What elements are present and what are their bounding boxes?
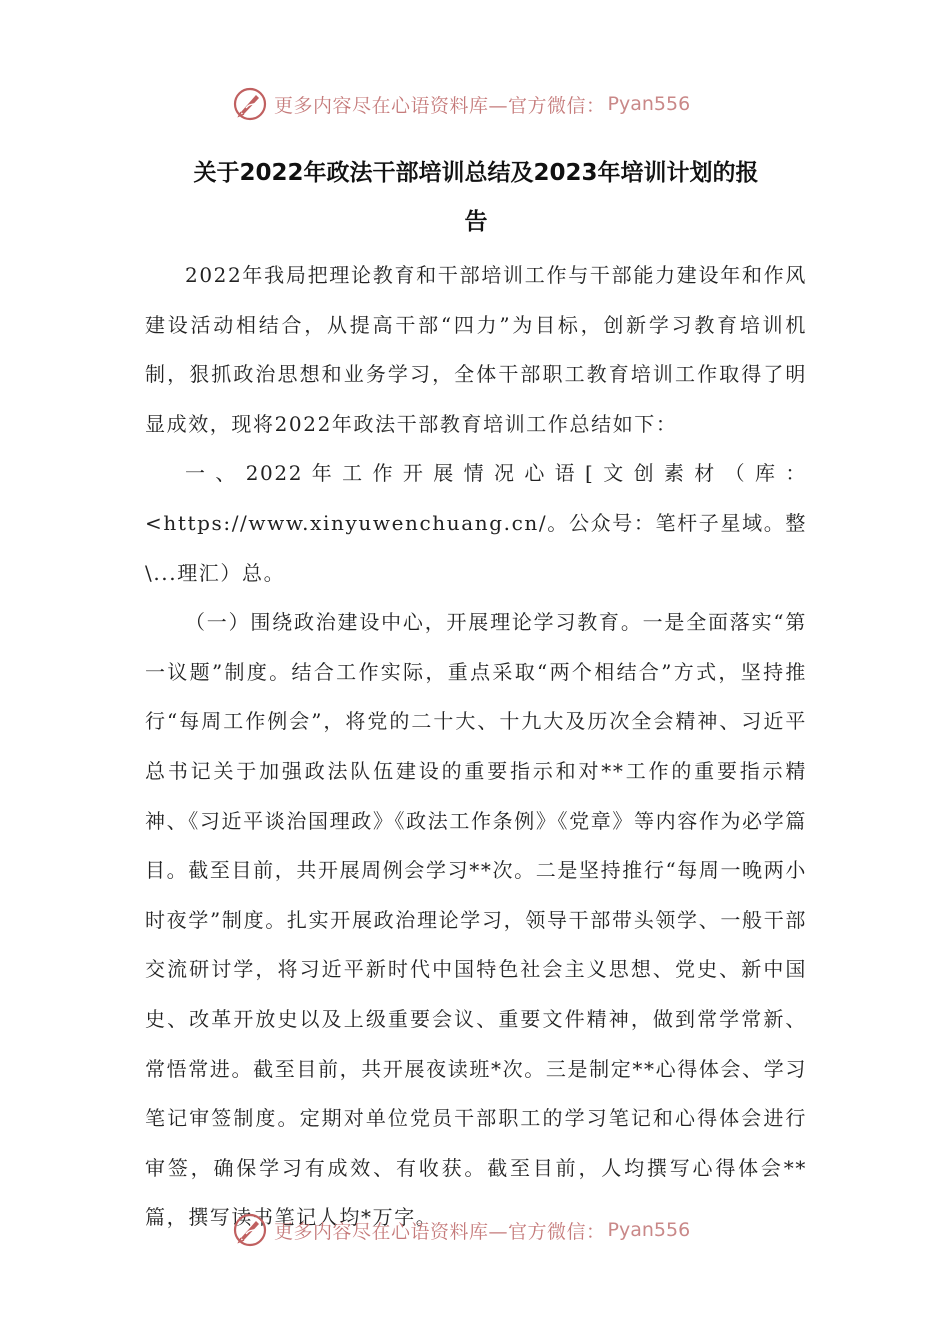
paragraph-political-study: （一）围绕政治建设中心，开展理论学习教育。一是全面落实“第一议题”制度。结合工作实际，重点采取“两个相结合”方式，坚持推行“每周工作例会”，将党的二十大、十九大及历次全会精神、习近平总书记关于加强政法队伍建设的重要指示和对**工作的重要指示精神、《习近平谈治国理政》《政法工作条例》《党章》等内容作为必学篇目。截至目前，共开展周例会学习**次。二是坚持推行“每周一晚两小时夜学”制度。扎实开展政治理论学习，领导干部带头领学、一般干部交流研讨学，将习近平新时代中国特色社会主义思想、党史、新中国史、改革开放史以及上级重要会议、重要文件精神，做到常学常新、常悟常进。截至目前，共开展夜读班*次。三是制定**心得体会、学习笔记审签制度。定期对单位党员干部职工的学习笔记和心得体会进行审签，确保学习有成效、有收获。截至目前，人均撰写心得体会**篇，撰写读书笔记人均*万字。: [145, 610, 807, 1230]
watermark-banner-bottom: [232, 1210, 752, 1250]
watermark-text: 更多内容尽在心语资料库—官方微信：: [274, 1220, 606, 1243]
watermark-contact: Pyan556: [607, 1219, 691, 1241]
paragraph-section-heading: 一、2022年工作开展情况心语[文创素材（库：<https://www.xinyuwenchuang.cn/。公众号：笔杆子星域。整\...理汇）总。: [145, 461, 807, 585]
pen-logo-icon: [232, 86, 268, 122]
pen-logo-icon: [232, 1212, 268, 1248]
document-title-line1: 关于2022年政法干部培训总结及2023年培训计划的报: [193, 160, 759, 186]
watermark-contact: Pyan556: [607, 93, 691, 115]
document-title-line2: 告: [464, 209, 488, 235]
document-body: [145, 251, 807, 1243]
watermark-banner-top: [232, 84, 752, 124]
paragraph-intro: 2022年我局把理论教育和干部培训工作与干部能力建设年和作风建设活动相结合，从提高干部“四力”为目标，创新学习教育培训机制，狠抓政治思想和业务学习，全体干部职工教育培训工作取得了明显成效，现将2022年政法干部教育培训工作总结如下：: [145, 263, 807, 436]
watermark-text: 更多内容尽在心语资料库—官方微信：: [274, 94, 606, 117]
